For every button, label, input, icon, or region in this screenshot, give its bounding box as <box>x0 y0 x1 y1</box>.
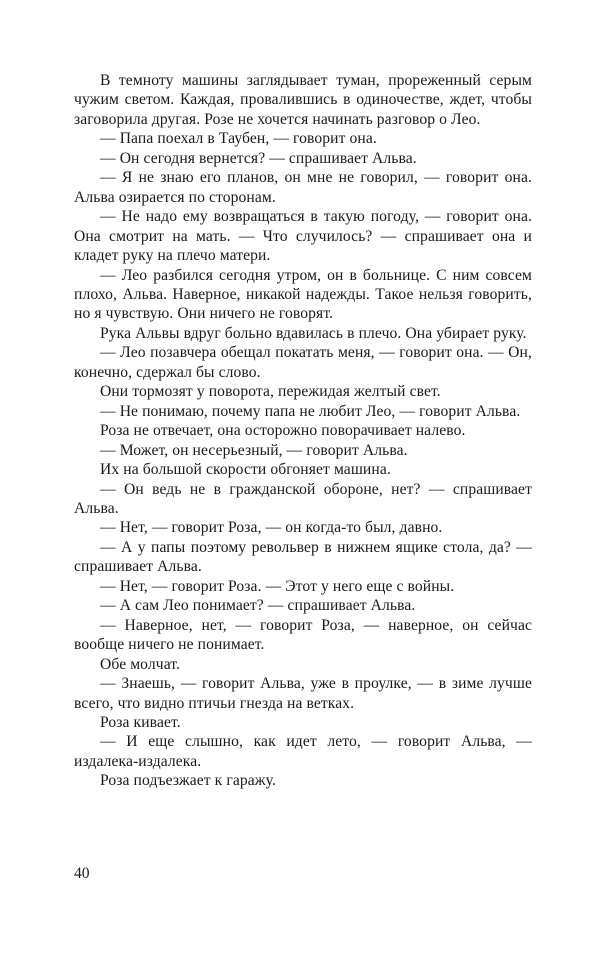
paragraph: Обе молчат. <box>100 655 181 673</box>
paragraph: Роза кивает. <box>100 713 181 731</box>
page-number: 40 <box>74 865 90 882</box>
paragraph: Роза не отвечает, она осторожно поворачивает налево. <box>100 422 466 440</box>
paragraph: — Не надо ему возвращаться в такую погоду, — говорит она. Она смотрит на мать. — Что случилось? — спрашивает она и кладет руку на плечо матери. <box>74 208 532 265</box>
paragraph: — Знаешь, — говорит Альва, уже в проулке, — в зиме лучше всего, что видно птичьи гнезда на ветках. <box>74 675 532 712</box>
paragraph: — Может, он несерьезный, — говорит Альва. <box>100 441 408 459</box>
paragraph: — Он ведь не в гражданской обороне, нет? — спрашивает Альва. <box>74 480 532 517</box>
paragraph: — Не понимаю, почему папа не любит Лео, — говорит Альва. <box>100 402 521 420</box>
paragraph: — И еще слышно, как идет лето, — говорит Альва, — издалека-издалека. <box>74 733 532 770</box>
paragraph: — Я не знаю его планов, он мне не говорил, — говорит она. Альва озирается по сторонам. <box>74 169 532 206</box>
paragraph: Они тормозят у поворота, пережидая желтый свет. <box>100 383 441 401</box>
paragraph: В темноту машины заглядывает туман, прореженный серым чужим светом. Каждая, провалившись в одиночестве, ждет, чтобы заговорила другая. Розе не хочется начинать разговор о Лео. <box>74 72 532 128</box>
paragraph: — Папа поехал в Таубен, — говорит она. <box>100 130 377 148</box>
page-body-text <box>74 71 532 791</box>
paragraph: — А у папы поэтому револьвер в нижнем ящике стола, да? — спрашивает Альва. <box>74 538 532 576</box>
paragraph: Их на большой скорости обгоняет машина. <box>100 461 391 479</box>
paragraph: — Лео позавчера обещал покатать меня, — говорит она. — Он, конечно, сдержал бы слово. <box>74 344 532 381</box>
paragraph: — Нет, — говорит Роза. — Этот у него еще с войны. <box>100 577 455 595</box>
paragraph: — Он сегодня вернется? — спрашивает Альва. <box>100 149 417 167</box>
paragraph: — Нет, — говорит Роза, — он когда-то был, давно. <box>100 519 443 537</box>
paragraph: Рука Альвы вдруг больно вдавилась в плечо. Она убирает руку. <box>100 324 527 342</box>
paragraph: — Наверное, нет, — говорит Роза, — наверное, он сейчас вообще ничего не понимает. <box>74 616 532 654</box>
paragraph: Роза подъезжает к гаражу. <box>100 772 276 790</box>
paragraph: — А сам Лео понимает? — спрашивает Альва. <box>100 597 416 615</box>
paragraph: — Лео разбился сегодня утром, он в больнице. С ним совсем плохо, Альва. Наверное, никакой надежды. Такое нельзя говорить, но я чувствую. Они ничего не говорят. <box>74 266 532 323</box>
